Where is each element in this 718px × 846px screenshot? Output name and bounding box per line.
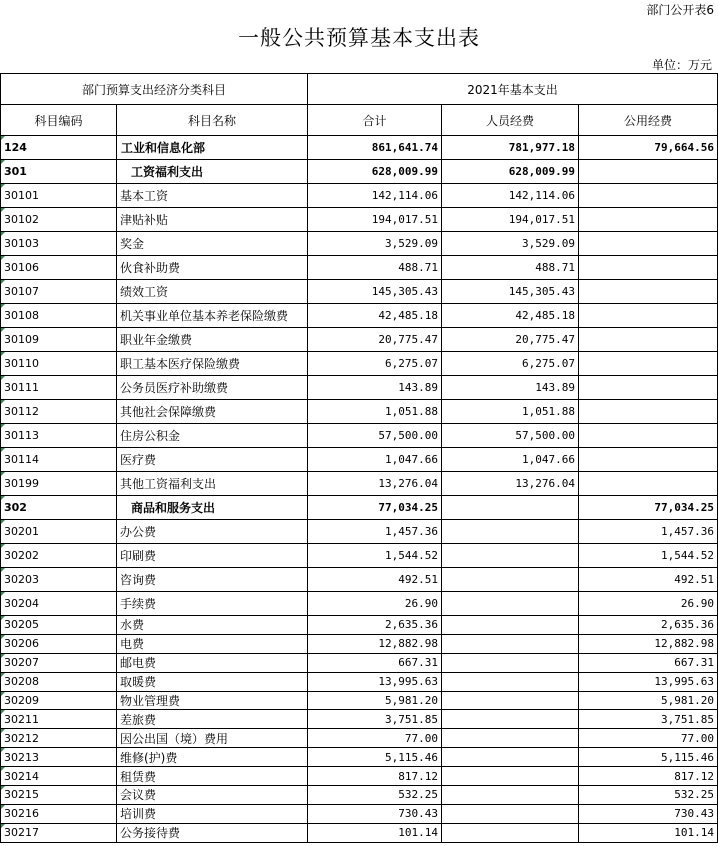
- column-header-personnel: 人员经费: [442, 105, 579, 136]
- table-row: [1, 280, 718, 304]
- cell-name: 租赁费: [117, 767, 308, 786]
- cell-total: 861,641.74: [308, 136, 442, 160]
- cell-name: 住房公积金: [117, 424, 308, 448]
- cell-personnel: [442, 767, 579, 786]
- cell-total: 1,051.88: [308, 400, 442, 424]
- table-row: [1, 616, 718, 635]
- cell-public: [579, 448, 718, 472]
- cell-total: 77,034.25: [308, 496, 442, 520]
- header-row-group: [1, 74, 718, 105]
- column-header-total: 合计: [308, 105, 442, 136]
- cell-total: 1,457.36: [308, 520, 442, 544]
- cell-public: [579, 424, 718, 448]
- cell-total: 5,981.20: [308, 691, 442, 710]
- cell-personnel: [442, 672, 579, 691]
- cell-code: 30216: [1, 804, 117, 823]
- header-row-columns: [1, 105, 718, 136]
- cell-personnel: [442, 520, 579, 544]
- table-row: [1, 136, 718, 160]
- cell-code: 30106: [1, 256, 117, 280]
- table-row: [1, 352, 718, 376]
- table-row: [1, 160, 718, 184]
- cell-name: 工资福利支出: [117, 160, 308, 184]
- table-row: [1, 568, 718, 592]
- cell-code: 30206: [1, 634, 117, 653]
- cell-total: 2,635.36: [308, 616, 442, 635]
- cell-personnel: [442, 804, 579, 823]
- cell-personnel: 1,047.66: [442, 448, 579, 472]
- cell-personnel: 13,276.04: [442, 472, 579, 496]
- cell-name: 商品和服务支出: [117, 496, 308, 520]
- cell-total: 1,047.66: [308, 448, 442, 472]
- cell-name: 基本工资: [117, 184, 308, 208]
- cell-code: 30114: [1, 448, 117, 472]
- table-row: [1, 472, 718, 496]
- cell-public: 730.43: [579, 804, 718, 823]
- cell-name: 维修(护)费: [117, 748, 308, 767]
- cell-name: 会议费: [117, 786, 308, 805]
- table-row: [1, 786, 718, 805]
- cell-name: 职业年金缴费: [117, 328, 308, 352]
- cell-public: 1,544.52: [579, 544, 718, 568]
- cell-code: 30199: [1, 472, 117, 496]
- cell-name: 津贴补贴: [117, 208, 308, 232]
- cell-code: 30209: [1, 691, 117, 710]
- cell-public: 26.90: [579, 592, 718, 616]
- table-row: [1, 448, 718, 472]
- cell-code: 30215: [1, 786, 117, 805]
- cell-personnel: [442, 823, 579, 842]
- cell-personnel: 3,529.09: [442, 232, 579, 256]
- cell-total: 13,276.04: [308, 472, 442, 496]
- group-header-classification: 部门预算支出经济分类科目: [1, 74, 308, 105]
- cell-code: 30202: [1, 544, 117, 568]
- column-header-public: 公用经费: [579, 105, 718, 136]
- cell-name: 因公出国（境）费用: [117, 729, 308, 748]
- cell-personnel: 194,017.51: [442, 208, 579, 232]
- table-row: [1, 748, 718, 767]
- cell-total: 20,775.47: [308, 328, 442, 352]
- cell-personnel: 57,500.00: [442, 424, 579, 448]
- cell-code: 30205: [1, 616, 117, 635]
- cell-name: 邮电费: [117, 653, 308, 672]
- cell-total: 12,882.98: [308, 634, 442, 653]
- cell-personnel: 145,305.43: [442, 280, 579, 304]
- cell-personnel: 781,977.18: [442, 136, 579, 160]
- cell-total: 532.25: [308, 786, 442, 805]
- column-header-code: 科目编码: [1, 105, 117, 136]
- cell-total: 667.31: [308, 653, 442, 672]
- cell-code: 302: [1, 496, 117, 520]
- cell-public: 12,882.98: [579, 634, 718, 653]
- cell-code: 30213: [1, 748, 117, 767]
- cell-total: 13,995.63: [308, 672, 442, 691]
- cell-name: 培训费: [117, 804, 308, 823]
- cell-code: 30102: [1, 208, 117, 232]
- cell-code: 30107: [1, 280, 117, 304]
- table-row: [1, 823, 718, 842]
- table-row: [1, 804, 718, 823]
- table-row: [1, 256, 718, 280]
- cell-personnel: 1,051.88: [442, 400, 579, 424]
- table-row: [1, 767, 718, 786]
- cell-code: 30214: [1, 767, 117, 786]
- cell-code: 30101: [1, 184, 117, 208]
- cell-total: 3,751.85: [308, 710, 442, 729]
- cell-total: 628,009.99: [308, 160, 442, 184]
- cell-code: 30208: [1, 672, 117, 691]
- cell-name: 取暖费: [117, 672, 308, 691]
- cell-name: 机关事业单位基本养老保险缴费: [117, 304, 308, 328]
- cell-name: 办公费: [117, 520, 308, 544]
- cell-code: 30110: [1, 352, 117, 376]
- cell-total: 145,305.43: [308, 280, 442, 304]
- cell-personnel: [442, 748, 579, 767]
- table-row: [1, 496, 718, 520]
- cell-public: [579, 184, 718, 208]
- table-row: [1, 672, 718, 691]
- table-row: [1, 653, 718, 672]
- cell-total: 143.89: [308, 376, 442, 400]
- cell-code: 30111: [1, 376, 117, 400]
- cell-name: 奖金: [117, 232, 308, 256]
- cell-name: 手续费: [117, 592, 308, 616]
- cell-personnel: [442, 616, 579, 635]
- cell-code: 30204: [1, 592, 117, 616]
- table-row: [1, 208, 718, 232]
- cell-public: 79,664.56: [579, 136, 718, 160]
- cell-public: [579, 280, 718, 304]
- cell-personnel: 6,275.07: [442, 352, 579, 376]
- cell-name: 其他工资福利支出: [117, 472, 308, 496]
- cell-name: 其他社会保障缴费: [117, 400, 308, 424]
- cell-total: 26.90: [308, 592, 442, 616]
- cell-name: 水费: [117, 616, 308, 635]
- cell-public: [579, 232, 718, 256]
- cell-name: 伙食补助费: [117, 256, 308, 280]
- cell-name: 职工基本医疗保险缴费: [117, 352, 308, 376]
- cell-total: 492.51: [308, 568, 442, 592]
- cell-code: 30211: [1, 710, 117, 729]
- budget-table: [0, 73, 718, 843]
- cell-public: 5,115.46: [579, 748, 718, 767]
- cell-public: 667.31: [579, 653, 718, 672]
- table-row: [1, 520, 718, 544]
- cell-public: 101.14: [579, 823, 718, 842]
- table-row: [1, 634, 718, 653]
- table-row: [1, 232, 718, 256]
- cell-personnel: [442, 786, 579, 805]
- cell-total: 5,115.46: [308, 748, 442, 767]
- cell-public: [579, 472, 718, 496]
- table-row: [1, 710, 718, 729]
- cell-personnel: [442, 592, 579, 616]
- cell-code: 30207: [1, 653, 117, 672]
- cell-public: [579, 376, 718, 400]
- cell-public: 13,995.63: [579, 672, 718, 691]
- table-row: [1, 400, 718, 424]
- cell-personnel: 628,009.99: [442, 160, 579, 184]
- cell-total: 488.71: [308, 256, 442, 280]
- cell-public: [579, 208, 718, 232]
- cell-personnel: 142,114.06: [442, 184, 579, 208]
- cell-code: 30201: [1, 520, 117, 544]
- cell-code: 30109: [1, 328, 117, 352]
- table-row: [1, 184, 718, 208]
- cell-public: 492.51: [579, 568, 718, 592]
- cell-personnel: [442, 691, 579, 710]
- cell-personnel: 488.71: [442, 256, 579, 280]
- cell-personnel: [442, 496, 579, 520]
- cell-public: 817.12: [579, 767, 718, 786]
- cell-name: 咨询费: [117, 568, 308, 592]
- cell-personnel: [442, 634, 579, 653]
- cell-public: 3,751.85: [579, 710, 718, 729]
- table-row: [1, 424, 718, 448]
- cell-personnel: 42,485.18: [442, 304, 579, 328]
- cell-name: 绩效工资: [117, 280, 308, 304]
- cell-total: 57,500.00: [308, 424, 442, 448]
- cell-code: 30212: [1, 729, 117, 748]
- cell-public: 532.25: [579, 786, 718, 805]
- cell-public: 77,034.25: [579, 496, 718, 520]
- unit-label: 单位：万元: [651, 58, 712, 72]
- cell-total: 101.14: [308, 823, 442, 842]
- cell-code: 301: [1, 160, 117, 184]
- table-row: [1, 544, 718, 568]
- cell-code: 30103: [1, 232, 117, 256]
- cell-public: 5,981.20: [579, 691, 718, 710]
- cell-name: 印刷费: [117, 544, 308, 568]
- cell-code: 30113: [1, 424, 117, 448]
- cell-total: 77.00: [308, 729, 442, 748]
- cell-public: [579, 328, 718, 352]
- cell-name: 医疗费: [117, 448, 308, 472]
- cell-code: 30203: [1, 568, 117, 592]
- cell-total: 730.43: [308, 804, 442, 823]
- cell-personnel: 20,775.47: [442, 328, 579, 352]
- cell-public: 77.00: [579, 729, 718, 748]
- cell-total: 6,275.07: [308, 352, 442, 376]
- cell-personnel: 143.89: [442, 376, 579, 400]
- cell-public: 2,635.36: [579, 616, 718, 635]
- cell-total: 142,114.06: [308, 184, 442, 208]
- column-header-name: 科目名称: [117, 105, 308, 136]
- table-row: [1, 328, 718, 352]
- cell-name: 差旅费: [117, 710, 308, 729]
- cell-total: 194,017.51: [308, 208, 442, 232]
- table-row: [1, 376, 718, 400]
- cell-public: [579, 304, 718, 328]
- table-row: [1, 729, 718, 748]
- cell-personnel: [442, 568, 579, 592]
- cell-total: 42,485.18: [308, 304, 442, 328]
- cell-personnel: [442, 653, 579, 672]
- cell-code: 30217: [1, 823, 117, 842]
- cell-public: [579, 400, 718, 424]
- cell-name: 工业和信息化部: [117, 136, 308, 160]
- cell-total: 817.12: [308, 767, 442, 786]
- cell-personnel: [442, 729, 579, 748]
- cell-public: [579, 352, 718, 376]
- cell-public: [579, 160, 718, 184]
- page-title: 一般公共预算基本支出表: [238, 26, 480, 50]
- cell-code: 30108: [1, 304, 117, 328]
- cell-name: 公务员医疗补助缴费: [117, 376, 308, 400]
- cell-personnel: [442, 710, 579, 729]
- table-number-label: 部门公开表6: [646, 3, 714, 17]
- group-header-basic-expenditure: 2021年基本支出: [308, 74, 718, 105]
- cell-total: 1,544.52: [308, 544, 442, 568]
- table-row: [1, 304, 718, 328]
- cell-name: 物业管理费: [117, 691, 308, 710]
- cell-total: 3,529.09: [308, 232, 442, 256]
- cell-public: 1,457.36: [579, 520, 718, 544]
- cell-code: 124: [1, 136, 117, 160]
- table-row: [1, 592, 718, 616]
- table-row: [1, 691, 718, 710]
- cell-public: [579, 256, 718, 280]
- cell-name: 电费: [117, 634, 308, 653]
- cell-personnel: [442, 544, 579, 568]
- cell-name: 公务接待费: [117, 823, 308, 842]
- cell-code: 30112: [1, 400, 117, 424]
